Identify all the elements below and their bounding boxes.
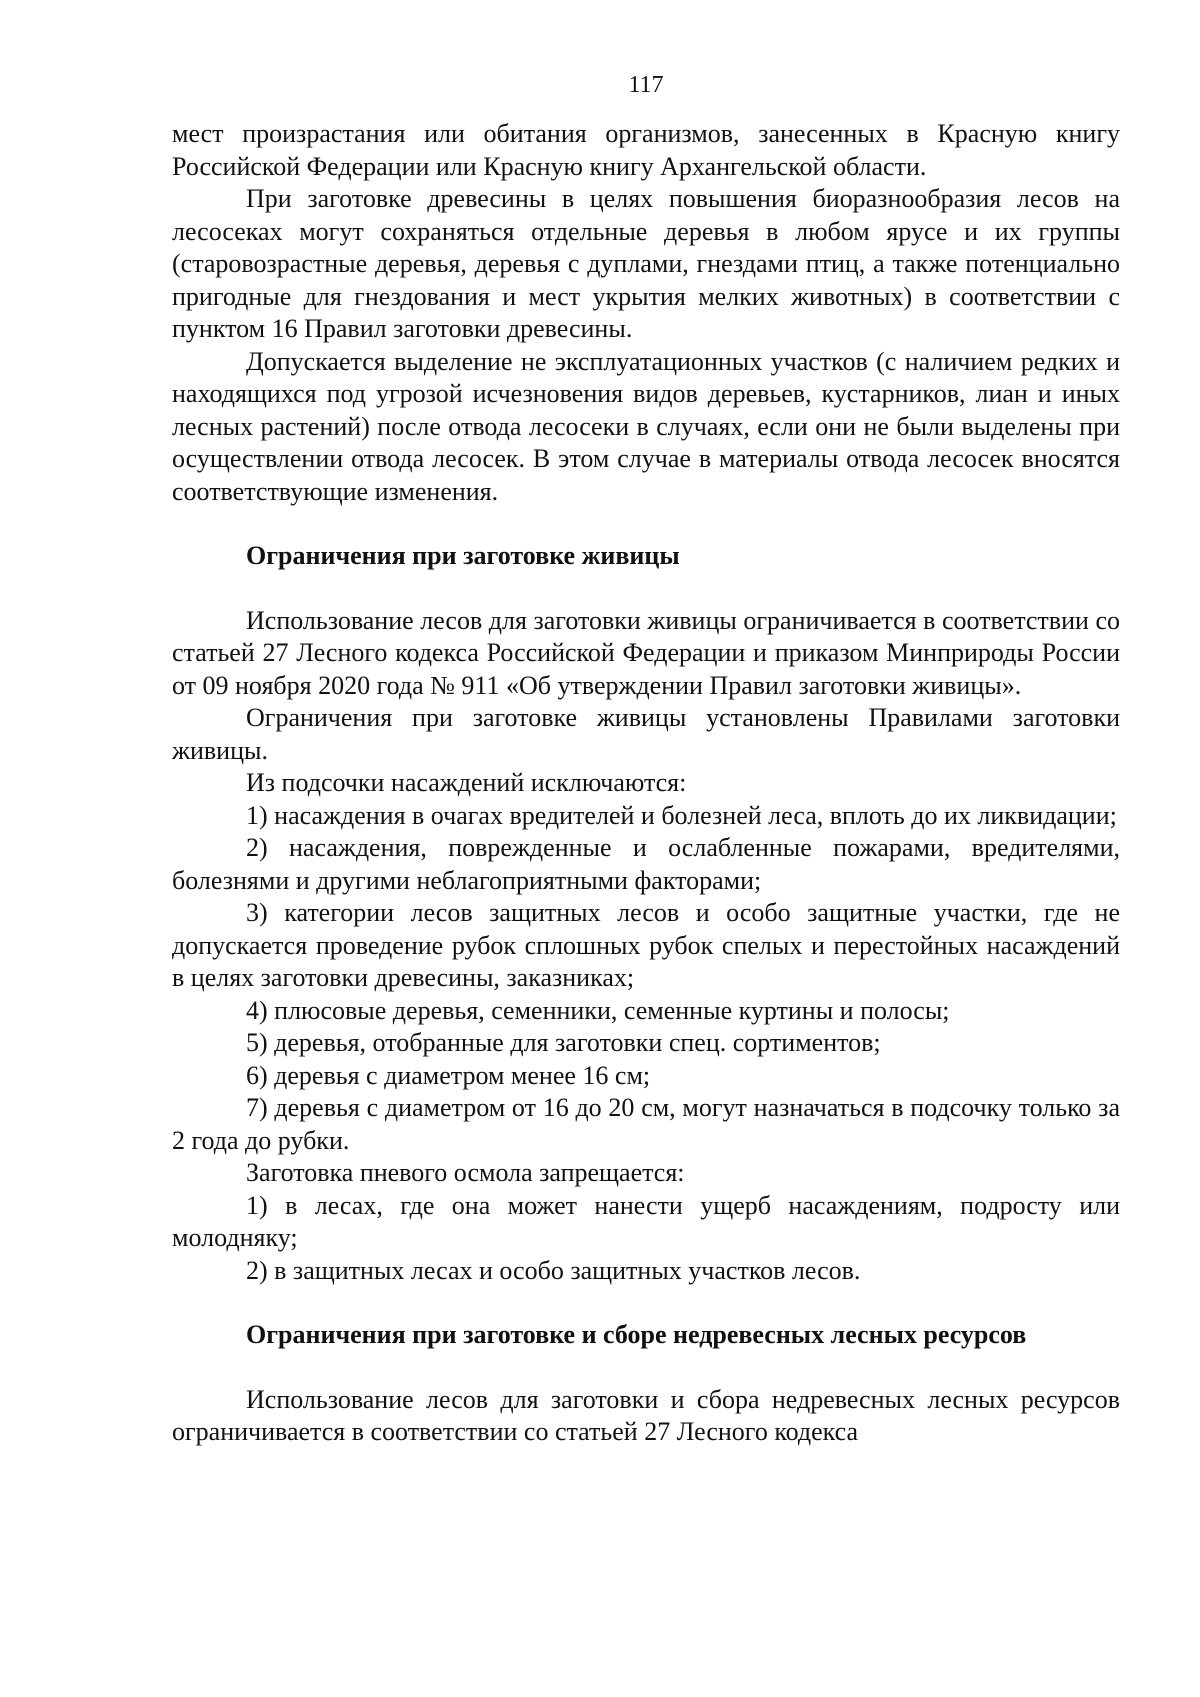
page-number: 117 <box>628 72 664 98</box>
paragraph-stump-resin-intro: Заготовка пневого осмола запрещается: <box>246 1158 685 1187</box>
list-item: 6) деревья с диаметром менее 16 см; <box>246 1060 651 1090</box>
list-item: 5) деревья, отобранные для заготовки спец. сортиментов; <box>246 1028 881 1057</box>
list-item: 1) насаждения в очагах вредителей и болезней леса, вплоть до их ликвидации; <box>246 800 1117 830</box>
paragraph-non-exploitation-areas: Допускается выделение не эксплуатационных участков (с наличием редких и находящихся под угрозой исчезновения видов деревьев, кустарников, лиан и иных лесных растений) после отвода лесосеки в случаях, если они не были выделены при осуществлении отвода лесосек. В этом случае в материалы отвода лесосек вносятся соответствующие изменения. <box>172 346 1120 506</box>
section-heading-resin: Ограничения при заготовке живицы <box>246 541 680 570</box>
document-page <box>172 70 1120 1449</box>
list-item: 2) в защитных лесах и особо защитных участков лесов. <box>246 1255 861 1285</box>
paragraph-biodiversity: При заготовке древесины в целях повышения биоразнообразия лесов на лесосеках могут сохраняться отдельные деревья в любом ярусе и их группы (старовозрастные деревья, деревья с дуплами, гнездами птиц, а также потенциально пригодные для гнездования и мест укрытия мелких животных) в соответствии с пунктом 16 Правил заготовки древесины. <box>172 184 1120 343</box>
list-item: 3) категории лесов защитных лесов и особо защитные участки, где не допускается проведение рубок сплошных рубок спелых и перестойных насаждений в целях заготовки древесины, заказниках; <box>172 898 1120 992</box>
paragraph-resin-rules: Ограничения при заготовке живицы установлены Правилами заготовки живицы. <box>172 703 1120 765</box>
paragraph-non-timber-usage: Использование лесов для заготовки и сбора недревесных лесных ресурсов ограничивается в соответствии со статьей 27 Лесного кодекса <box>172 1384 1120 1446</box>
section-heading-non-timber: Ограничения при заготовке и сборе недревесных лесных ресурсов <box>246 1320 1027 1349</box>
list-item: 7) деревья с диаметром от 16 до 20 см, могут назначаться в подсочку только за 2 года до рубки. <box>172 1093 1120 1155</box>
list-item: 4) плюсовые деревья, семенники, семенные куртины и полосы; <box>246 995 950 1025</box>
paragraph-resin-usage: Использование лесов для заготовки живицы ограничивается в соответствии со статьей 27 Лесного кодекса Российской Федерации и приказом Минприроды России от 09 ноября 2020 года № 911 «Об утверждении Правил заготовки живицы». <box>172 605 1120 700</box>
list-item: 1) в лесах, где она может нанести ущерб насаждениям, подросту или молодняку; <box>172 1190 1120 1252</box>
list-item: 2) насаждения, поврежденные и ослабленные пожарами, вредителями, болезнями и другими неблагоприятными факторами; <box>172 833 1120 895</box>
paragraph-continuation: мест произрастания или обитания организмов, занесенных в Красную книгу Российской Федерации или Красную книгу Архангельской области. <box>172 119 1120 181</box>
paragraph-tapping-exclusions-intro: Из подсочки насаждений исключаются: <box>246 768 687 797</box>
